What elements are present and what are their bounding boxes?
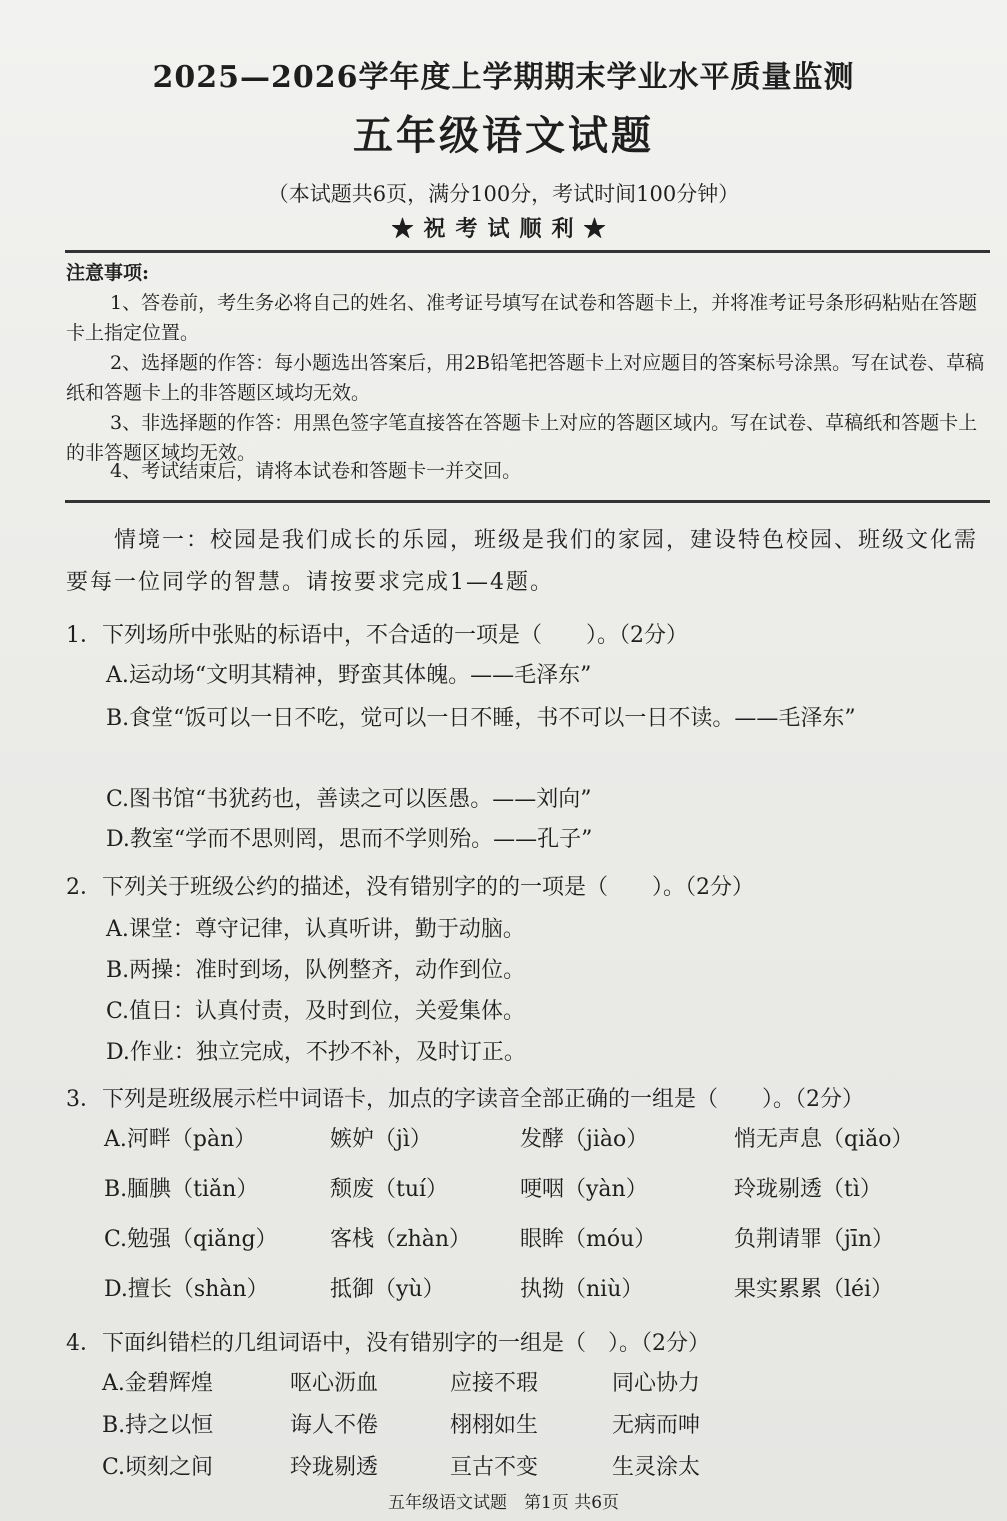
notice-item-4 [66, 456, 988, 486]
q3-d-word-1: D.擅长（shàn） [104, 1277, 269, 1302]
q3-d-word-4: 果实累累（léi） [734, 1277, 894, 1302]
q3-c-word-1: C.勉强（qiǎng） [104, 1227, 278, 1252]
exam-title-line2: 五年级语文试题 [353, 112, 654, 159]
q3-a-word-3: 发酵（jiào） [520, 1127, 649, 1152]
q3-a-word-4: 悄无声息（qiǎo） [734, 1127, 914, 1152]
notice-text-2: 2、选择题的作答：每小题选出答案后，用2B铅笔把答题卡上对应题目的答案标号涂黑。写在试卷、草稿纸和答题卡上的非答题区域均无效。 [66, 352, 985, 404]
q4-a-word-4: 同心协力 [612, 1371, 701, 1396]
q3-a-word-2: 嫉妒（jì） [330, 1127, 432, 1152]
question-3-stem: 3．下列是班级展示栏中词语卡，加点的字读音全部正确的一组是（ ）。（2分） [66, 1087, 864, 1112]
q4-b-word-4: 无病而呻 [612, 1413, 701, 1438]
scene-1-intro: 情境一：校园是我们成长的乐园，班级是我们的家园，建设特色校园、班级文化需要每一位同学的智慧。请按要求完成1—4题。 [66, 528, 979, 595]
notice-item-1 [66, 288, 988, 348]
notice-item-2 [66, 348, 988, 408]
q3-d-word-3: 执拗（niù） [520, 1277, 644, 1302]
q4-a-word-1: A.金碧辉煌 [102, 1371, 213, 1396]
q4-b-word-3: 栩栩如生 [450, 1413, 539, 1438]
q3-b-word-1: B.腼腆（tiǎn） [104, 1177, 259, 1202]
q4-c-word-3: 亘古不变 [450, 1455, 539, 1480]
q4-b-word-2: 诲人不倦 [290, 1413, 379, 1438]
exam-subtitle: （本试题共6页，满分100分，考试时间100分钟） [267, 182, 740, 206]
q3-b-word-4: 玲珑剔透（tì） [734, 1177, 882, 1202]
q2-option-d: D.作业：独立完成，不抄不补，及时订正。 [106, 1040, 526, 1065]
q4-a-word-3: 应接不瑕 [450, 1371, 539, 1396]
notice-text-4: 4、考试结束后，请将本试卷和答题卡一并交回。 [110, 460, 522, 482]
page-footer: 五年级语文试题 第1页 共6页 [387, 1493, 620, 1513]
q3-a-word-1: A.河畔（pàn） [104, 1127, 257, 1152]
q1-option-d: D.教室“学而不思则罔，思而不学则殆。——孔子” [106, 827, 593, 852]
q2-option-c: C.值日：认真付责，及时到位，关爱集体。 [106, 999, 526, 1024]
exam-title-line1: 2025—2026学年度上学期期末学业水平质量监测 [152, 60, 855, 95]
q1-option-a: A.运动场“文明其精神，野蛮其体魄。——毛泽东” [106, 663, 592, 688]
q1-option-b: B.食堂“饭可以一日不吃，觉可以一日不睡，书不可以一日不读。——毛泽东” [106, 706, 856, 731]
q4-b-word-1: B.持之以恒 [102, 1413, 214, 1438]
question-2-stem: 2．下列关于班级公约的描述，没有错别字的的一项是（ ）。（2分） [66, 875, 754, 900]
question-4-stem: 4．下面纠错栏的几组词语中，没有错别字的一组是（ ）。（2分） [66, 1331, 710, 1356]
bottom-divider [65, 500, 990, 503]
notice-text-3: 3、非选择题的作答：用黑色签字笔直接答在答题卡上对应的答题区域内。写在试卷、草稿纸和答题卡上的非答题区域均无效。 [66, 412, 978, 464]
q3-c-word-2: 客栈（zhàn） [330, 1227, 472, 1252]
good-luck-banner: ★祝考试顺利★ [391, 216, 616, 242]
question-1-stem: 1．下列场所中张贴的标语中，不合适的一项是（ ）。（2分） [66, 623, 688, 648]
notice-text-1: 1、答卷前，考生务必将自己的姓名、准考证号填写在试卷和答题卡上，并将准考证号条形码粘贴在答题卡上指定位置。 [66, 292, 978, 344]
q2-option-b: B.两操：准时到场，队例整齐，动作到位。 [106, 958, 526, 983]
q2-option-a: A.课堂：尊守记律，认真听讲，勤于动脑。 [106, 917, 525, 942]
q4-a-word-2: 呕心沥血 [290, 1371, 379, 1396]
q3-c-word-4: 负荆请罪（jīn） [734, 1227, 895, 1252]
q3-b-word-2: 颓废（tuí） [330, 1177, 449, 1202]
top-divider [65, 250, 990, 253]
q1-option-c: C.图书馆“书犹药也，善读之可以医愚。——刘向” [106, 787, 592, 812]
q3-d-word-2: 抵御（yù） [330, 1277, 445, 1302]
q3-b-word-3: 哽咽（yàn） [520, 1177, 648, 1202]
q4-c-word-4: 生灵涂太 [612, 1455, 701, 1480]
notice-heading: 注意事项: [66, 262, 150, 284]
q4-c-word-1: C.顷刻之间 [102, 1455, 214, 1480]
q3-c-word-3: 眼眸（móu） [520, 1227, 657, 1252]
q4-c-word-2: 玲珑剔透 [290, 1455, 379, 1480]
